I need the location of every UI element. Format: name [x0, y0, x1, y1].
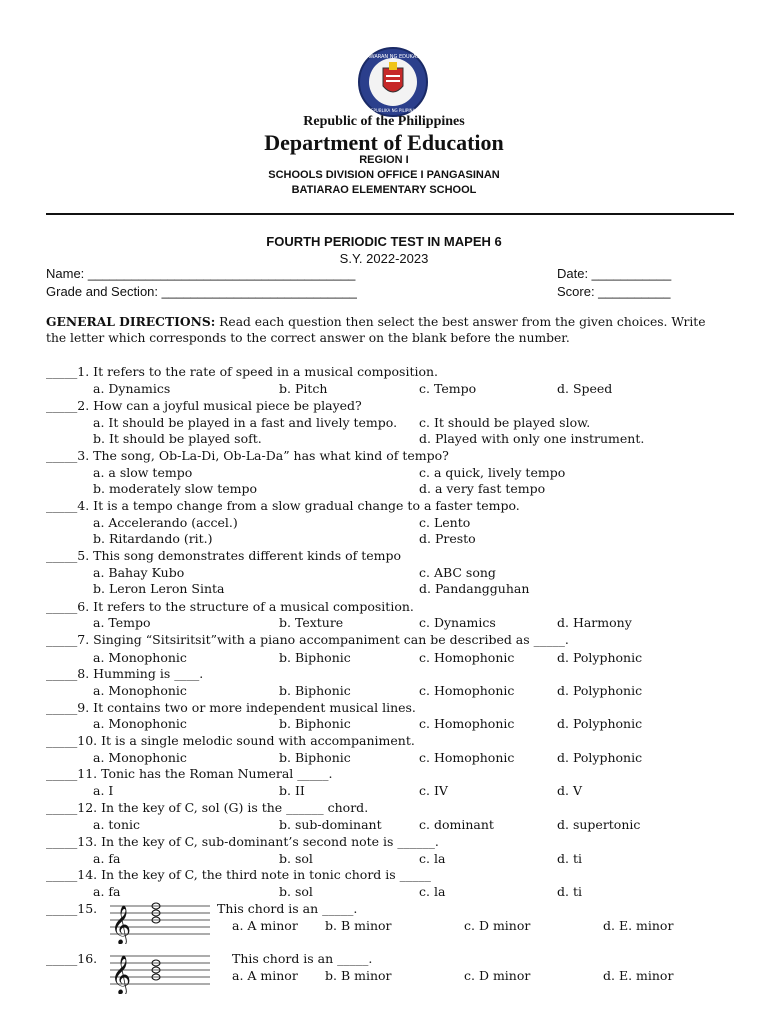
q14-choice-d[interactable]: d. ti	[557, 884, 582, 899]
q13-choice-b[interactable]: b. sol	[279, 851, 313, 866]
q12-choice-d[interactable]: d. supertonic	[557, 817, 641, 832]
q15-choice-b[interactable]: b. B minor	[325, 918, 392, 933]
q9-choice-a[interactable]: a. Monophonic	[93, 716, 187, 731]
question-6: _____6. It refers to the structure of a musical composition.	[46, 599, 414, 614]
q3-choice-a[interactable]: a. a slow tempo	[93, 465, 193, 480]
deped-seal	[350, 46, 436, 118]
q7-choice-d[interactable]: d. Polyphonic	[557, 650, 643, 665]
q6-choice-d[interactable]: d. Harmony	[557, 615, 632, 630]
q5-choice-a[interactable]: a. Bahay Kubo	[93, 565, 185, 580]
q9-choice-d[interactable]: d. Polyphonic	[557, 716, 643, 731]
q15-music-staff	[108, 898, 212, 944]
region-line: REGION I	[359, 154, 409, 166]
question-13: _____13. In the key of C, sub-dominant’s second note is ______.	[46, 834, 439, 849]
q7-choice-b[interactable]: b. Biphonic	[279, 650, 351, 665]
grade-section-field[interactable]: Grade and Section: ___________________________	[46, 284, 357, 299]
q5-choice-b[interactable]: b. Leron Leron Sinta	[93, 581, 225, 596]
q3-choice-b[interactable]: b. moderately slow tempo	[93, 481, 258, 496]
q2-choice-c[interactable]: c. It should be played slow.	[419, 415, 591, 430]
q15-choice-a[interactable]: a. A minor	[232, 918, 298, 933]
q8-choice-c[interactable]: c. Homophonic	[419, 683, 515, 698]
question-10: _____10. It is a single melodic sound with accompaniment.	[46, 733, 415, 748]
q12-choice-a[interactable]: a. tonic	[93, 817, 140, 832]
q3-choice-c[interactable]: c. a quick, lively tempo	[419, 465, 566, 480]
q14-choice-c[interactable]: c. la	[419, 884, 446, 899]
q12-choice-b[interactable]: b. sub-dominant	[279, 817, 382, 832]
q4-choice-c[interactable]: c. Lento	[419, 515, 471, 530]
q14-choice-b[interactable]: b. sol	[279, 884, 313, 899]
q14-choice-a[interactable]: a. fa	[93, 884, 121, 899]
q8-choice-b[interactable]: b. Biphonic	[279, 683, 351, 698]
q6-choice-c[interactable]: c. Dynamics	[419, 615, 496, 630]
q1-choice-d[interactable]: d. Speed	[557, 381, 613, 396]
q7-choice-a[interactable]: a. Monophonic	[93, 650, 187, 665]
q13-choice-d[interactable]: d. ti	[557, 851, 582, 866]
question-1: _____1. It refers to the rate of speed in a musical composition.	[46, 364, 439, 379]
question-15: _____15.	[46, 901, 98, 916]
directions-line-1	[46, 314, 706, 329]
directions-text-1: Read each question then select the best answer from the given choices. Write	[215, 315, 706, 329]
question-8: _____8. Humming is ____.	[46, 666, 204, 681]
q8-choice-a[interactable]: a. Monophonic	[93, 683, 187, 698]
q7-choice-c[interactable]: c. Homophonic	[419, 650, 515, 665]
q10-choice-a[interactable]: a. Monophonic	[93, 750, 187, 765]
republic-line: Republic of the Philippines	[303, 114, 465, 129]
question-11: _____11. Tonic has the Roman Numeral _____.	[46, 766, 333, 781]
question-16: _____16.	[46, 951, 98, 966]
department-title: Department of Education	[264, 130, 504, 155]
q11-choice-c[interactable]: c. IV	[419, 783, 448, 798]
q9-choice-c[interactable]: c. Homophonic	[419, 716, 515, 731]
q11-choice-d[interactable]: d. V	[557, 783, 582, 798]
directions-label: GENERAL DIRECTIONS:	[46, 314, 216, 329]
q13-choice-a[interactable]: a. fa	[93, 851, 121, 866]
q6-choice-b[interactable]: b. Texture	[279, 615, 344, 630]
name-field[interactable]: Name: _____________________________________	[46, 266, 356, 281]
q16-stem: This chord is an _____.	[232, 951, 373, 966]
q4-choice-a[interactable]: a. Accelerando (accel.)	[93, 515, 238, 530]
directions-line-2: the letter which corresponds to the correct answer on the blank before the number.	[46, 331, 570, 345]
q15-stem: This chord is an _____.	[217, 901, 358, 916]
q3-choice-d[interactable]: d. a very fast tempo	[419, 481, 546, 496]
q16-choice-c[interactable]: c. D minor	[464, 968, 531, 983]
q6-choice-a[interactable]: a. Tempo	[93, 615, 151, 630]
school-year: S.Y. 2022-2023	[339, 251, 429, 266]
q4-choice-d[interactable]: d. Presto	[419, 531, 476, 546]
svg-text:𝄞: 𝄞	[111, 905, 132, 944]
q1-choice-b[interactable]: b. Pitch	[279, 381, 328, 396]
q5-choice-d[interactable]: d. Pandangguhan	[419, 581, 530, 596]
svg-text:REPUBLIKA NG PILIPINAS: REPUBLIKA NG PILIPINAS	[368, 108, 418, 113]
question-14: _____14. In the key of C, the third note in tonic chord is _____	[46, 867, 431, 882]
q10-choice-d[interactable]: d. Polyphonic	[557, 750, 643, 765]
q15-choice-c[interactable]: c. D minor	[464, 918, 531, 933]
division-line: SCHOOLS DIVISION OFFICE I PANGASINAN	[268, 169, 500, 181]
score-field[interactable]: Score: __________	[557, 284, 671, 299]
svg-text:𝄞: 𝄞	[111, 955, 132, 994]
q10-choice-c[interactable]: c. Homophonic	[419, 750, 515, 765]
q1-choice-a[interactable]: a. Dynamics	[93, 381, 171, 396]
q13-choice-c[interactable]: c. la	[419, 851, 446, 866]
q11-choice-b[interactable]: b. II	[279, 783, 305, 798]
q16-music-staff	[108, 948, 212, 994]
q16-choice-a[interactable]: a. A minor	[232, 968, 298, 983]
school-line: BATIARAO ELEMENTARY SCHOOL	[291, 184, 477, 196]
q5-choice-c[interactable]: c. ABC song	[419, 565, 496, 580]
header-divider	[46, 213, 734, 215]
question-3: _____3. The song, Ob-La-Di, Ob-La-Da” has what kind of tempo?	[46, 448, 449, 463]
q12-choice-c[interactable]: c. dominant	[419, 817, 494, 832]
q4-choice-b[interactable]: b. Ritardando (rit.)	[93, 531, 213, 546]
q11-choice-a[interactable]: a. I	[93, 783, 114, 798]
q1-choice-c[interactable]: c. Tempo	[419, 381, 477, 396]
q16-choice-d[interactable]: d. E. minor	[603, 968, 674, 983]
q2-choice-d[interactable]: d. Played with only one instrument.	[419, 431, 645, 446]
question-9: _____9. It contains two or more independent musical lines.	[46, 700, 416, 715]
question-2: _____2. How can a joyful musical piece be played?	[46, 398, 362, 413]
date-field[interactable]: Date: ___________	[557, 266, 672, 281]
svg-text:KAGAWARAN NG EDUKASYON: KAGAWARAN NG EDUKASYON	[356, 54, 430, 60]
q2-choice-b[interactable]: b. It should be played soft.	[93, 431, 262, 446]
q9-choice-b[interactable]: b. Biphonic	[279, 716, 351, 731]
question-5: _____5. This song demonstrates different kinds of tempo	[46, 548, 402, 563]
q10-choice-b[interactable]: b. Biphonic	[279, 750, 351, 765]
test-title: FOURTH PERIODIC TEST IN MAPEH 6	[266, 234, 502, 249]
q15-choice-d[interactable]: d. E. minor	[603, 918, 674, 933]
q8-choice-d[interactable]: d. Polyphonic	[557, 683, 643, 698]
q16-choice-b[interactable]: b. B minor	[325, 968, 392, 983]
question-4: _____4. It is a tempo change from a slow gradual change to a faster tempo.	[46, 498, 520, 513]
question-7: _____7. Singing “Sitsiritsit”with a piano accompaniment can be described as _____.	[46, 632, 569, 647]
question-12: _____12. In the key of C, sol (G) is the ______ chord.	[46, 800, 369, 815]
q2-choice-a[interactable]: a. It should be played in a fast and lively tempo.	[93, 415, 398, 430]
